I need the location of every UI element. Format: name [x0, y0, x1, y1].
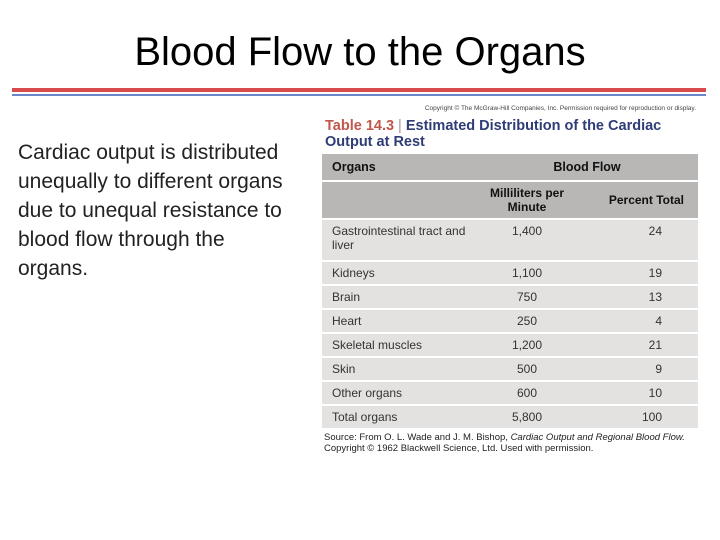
table-source — [322, 432, 702, 454]
percent-total-cell: 4 — [578, 308, 698, 332]
organ-cell: Skeletal muscles — [322, 332, 476, 356]
ml-per-minute-cell: 1,400 — [476, 218, 578, 260]
slide-body-text: Cardiac output is distributed unequally to different organs due to unequal resistance to blood flow through the organs. — [18, 141, 283, 280]
organ-cell: Total organs — [322, 404, 476, 428]
table-header-row — [322, 154, 698, 182]
ml-per-minute-cell: 600 — [476, 380, 578, 404]
table-caption — [322, 118, 702, 150]
table-subheader-row — [322, 182, 698, 218]
organ-cell: Skin — [322, 356, 476, 380]
percent-total-cell: 10 — [578, 380, 698, 404]
organ-cell: Heart — [322, 308, 476, 332]
ml-per-minute-cell: 1,200 — [476, 332, 578, 356]
ml-per-minute-cell: 250 — [476, 308, 578, 332]
table-row — [322, 380, 698, 404]
title-divider-red — [12, 88, 706, 92]
ml-per-minute-cell: 500 — [476, 356, 578, 380]
title-divider-blue — [12, 94, 706, 96]
copyright-notice: Copyright © The McGraw-Hill Companies, Inc. Permission required for reproduction or display. — [424, 105, 696, 112]
percent-total-cell: 19 — [578, 260, 698, 284]
percent-total-cell: 21 — [578, 332, 698, 356]
ml-per-minute-cell: 1,100 — [476, 260, 578, 284]
table-row — [322, 260, 698, 284]
caption-separator: | — [398, 118, 402, 134]
table-title-text: Estimated Distribution of the Cardiac Output at Rest — [325, 118, 662, 150]
table-row — [322, 404, 698, 428]
organ-cell: Gastrointestinal tract and liver — [322, 218, 476, 260]
percent-total-cell: 13 — [578, 284, 698, 308]
table-row — [322, 356, 698, 380]
source-prefix: Source: From O. L. Wade and J. M. Bishop, — [324, 432, 508, 443]
source-suffix: Copyright © 1962 Blackwell Science, Ltd. Used with permission. — [324, 443, 594, 454]
header-blood-flow: Blood Flow — [476, 154, 698, 182]
header-blank — [322, 182, 476, 218]
header-organs: Organs — [322, 154, 476, 182]
percent-total-cell: 100 — [578, 404, 698, 428]
percent-total-cell: 24 — [578, 218, 698, 260]
header-ml-per-minute: Milliliters per Minute — [476, 182, 578, 218]
table-body — [322, 218, 698, 428]
percent-total-cell: 9 — [578, 356, 698, 380]
slide-title: Blood Flow to the Organs — [134, 30, 586, 74]
ml-per-minute-cell: 5,800 — [476, 404, 578, 428]
table-row — [322, 308, 698, 332]
table-row — [322, 218, 698, 260]
table-number: Table 14.3 — [325, 118, 395, 134]
source-work-title: Cardiac Output and Regional Blood Flow. — [510, 432, 685, 443]
cardiac-output-table — [322, 154, 698, 428]
organ-cell: Other organs — [322, 380, 476, 404]
table-row — [322, 332, 698, 356]
table-row — [322, 284, 698, 308]
header-percent-total: Percent Total — [578, 182, 698, 218]
organ-cell: Brain — [322, 284, 476, 308]
organ-cell: Kidneys — [322, 260, 476, 284]
table-figure — [322, 104, 702, 454]
ml-per-minute-cell: 750 — [476, 284, 578, 308]
